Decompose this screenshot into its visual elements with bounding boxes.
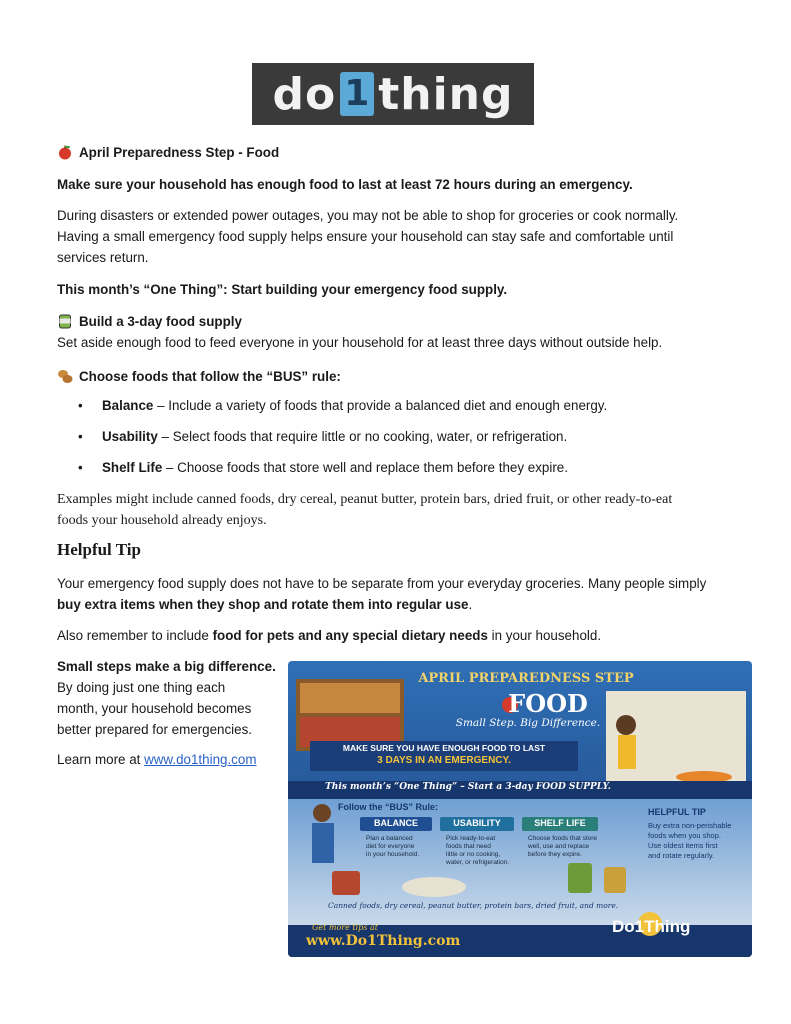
- build-title-text: Build a 3-day food supply: [79, 314, 242, 329]
- man-figure: [313, 804, 331, 822]
- logo-text-thing: thing: [378, 68, 514, 120]
- intro-line-3: services return.: [57, 250, 149, 265]
- learn-pre: Learn more at: [57, 752, 145, 767]
- tip-bold: buy extra items when they shop and rotate them into regular use: [57, 597, 469, 612]
- do1thing-logo: [252, 63, 534, 125]
- bus-item-balance: [102, 398, 607, 413]
- tip-line: Use oldest items first: [648, 841, 718, 850]
- poster-follow-bus: Follow the “BUS” Rule:: [338, 802, 438, 812]
- bus-item-shelf-life: [102, 460, 568, 475]
- helpful-tip-heading: Helpful Tip: [57, 540, 141, 559]
- poster-brand: Do1Thing: [612, 917, 691, 936]
- bus-desc: – Select foods that require little or no cooking, water, or refrigeration.: [157, 429, 568, 444]
- one-thing-statement: This month’s “One Thing”: Start building your emergency food supply.: [57, 282, 508, 297]
- col-line: before they expire.: [528, 851, 582, 858]
- canned-food: [568, 863, 592, 893]
- poster-caption: Canned foods, dry cereal, peanut butter, protein bars, dried fruit, and more.: [328, 901, 619, 910]
- food-plate: [402, 877, 466, 897]
- build-text: Set aside enough food to feed everyone in your household for at least three days without outside help.: [57, 335, 663, 350]
- learn-more: [57, 749, 256, 770]
- bus-term: Balance: [102, 398, 154, 413]
- small-steps-title: Small steps make a big difference.: [57, 659, 276, 674]
- balance-col-text: [366, 835, 419, 859]
- man-shirt: [312, 823, 334, 863]
- poster-get-more: Get more tips at: [312, 923, 378, 932]
- remember-pre: Also remember to include: [57, 628, 213, 643]
- step-title-text: April Preparedness Step - Food: [79, 145, 280, 160]
- bus-term: Shelf Life: [102, 460, 163, 475]
- col-line: little or no cooking,: [446, 851, 501, 858]
- bullet-dot: •: [78, 460, 83, 475]
- bus-title-text: Choose foods that follow the “BUS” rule:: [79, 369, 341, 384]
- potato-icon: [57, 368, 73, 384]
- intro-line-1: During disasters or extended power outages, you may not be able to shop for groceries or cook normally.: [57, 208, 679, 223]
- build-title: [57, 311, 242, 332]
- usability-col-text: [446, 835, 509, 867]
- remember-line: [57, 625, 601, 646]
- poster-banner-line-2: 3 DAYS IN AN EMERGENCY.: [377, 755, 511, 766]
- balance-col-title: BALANCE: [374, 818, 418, 828]
- poster-tip-text: [648, 821, 731, 861]
- small-steps-line-1: By doing just one thing each: [57, 680, 226, 695]
- bullet-dot: •: [78, 429, 83, 444]
- poster-title-main: FOOD: [508, 689, 588, 718]
- col-line: well, use and replace: [528, 843, 590, 850]
- april-food-poster: [288, 661, 752, 957]
- bus-item-usability: [102, 429, 567, 444]
- small-steps-line-3: better prepared for emergencies.: [57, 722, 253, 737]
- bus-term: Usability: [102, 429, 158, 444]
- tip-line-1: Your emergency food supply does not have to be separate from your everyday groceries. Many people simply: [57, 576, 707, 591]
- bus-title: [57, 366, 341, 387]
- col-line: water, or refrigeration.: [446, 859, 510, 866]
- remember-post: in your household.: [487, 628, 602, 643]
- step-title: [57, 142, 279, 163]
- can-icon: [57, 313, 73, 329]
- examples-line-1: Examples might include canned foods, dry cereal, peanut butter, protein bars, dried fruit, or other ready-to-eat: [57, 492, 673, 507]
- poster-url: www.Do1Thing.com: [306, 933, 461, 949]
- poster-one-thing: This month’s “One Thing” – Start a 3-day FOOD SUPPLY.: [325, 782, 611, 792]
- tip-end: .: [468, 597, 473, 612]
- tip-line: foods when you shop.: [648, 831, 721, 840]
- canned-food: [604, 867, 626, 893]
- bus-desc: – Include a variety of foods that provide a balanced diet and enough energy.: [153, 398, 608, 413]
- col-line: Plan a balanced: [366, 835, 413, 842]
- col-line: in your household.: [366, 851, 420, 858]
- col-line: Choose foods that store: [528, 835, 598, 842]
- canned-food: [332, 871, 360, 895]
- small-steps-line-2: month, your household becomes: [57, 701, 252, 716]
- shelf-life-col-title: SHELF LIFE: [534, 818, 586, 828]
- person-figure: [616, 715, 636, 735]
- shelf-items-top: [300, 683, 400, 713]
- col-line: diet for everyone: [366, 843, 415, 850]
- col-line: foods that need: [446, 843, 491, 850]
- remember-bold: food for pets and any special dietary needs: [212, 628, 488, 643]
- person-shirt: [618, 735, 636, 769]
- headline: Make sure your household has enough food to last at least 72 hours during an emergency.: [57, 177, 633, 192]
- col-line: Pick ready-to-eat: [446, 835, 496, 842]
- tip-line-2: [57, 594, 472, 615]
- poster-subtitle: Small Step. Big Difference.: [455, 717, 601, 729]
- shelf-life-col-text: [528, 835, 597, 859]
- apple-icon: [57, 144, 73, 160]
- logo-text-do: do: [272, 68, 337, 120]
- examples-line-2: foods your household already enjoys.: [57, 513, 267, 528]
- logo-one-block: 1: [340, 72, 374, 116]
- do1thing-link[interactable]: www.do1thing.com: [144, 752, 257, 767]
- tip-line: and rotate regularly.: [648, 851, 715, 860]
- tip-line: Buy extra non-perishable: [648, 821, 732, 830]
- bullet-dot: •: [78, 398, 83, 413]
- poster-banner-line-1: MAKE SURE YOU HAVE ENOUGH FOOD TO LAST: [342, 743, 546, 753]
- intro-line-2: Having a small emergency food supply helps ensure your household can stay safe and comfortable until: [57, 229, 674, 244]
- poster-title-top: APRIL PREPAREDNESS STEP: [418, 671, 634, 686]
- poster-tip-title: HELPFUL TIP: [648, 807, 706, 817]
- usability-col-title: USABILITY: [453, 818, 501, 828]
- bus-desc: – Choose foods that store well and replace them before they expire.: [162, 460, 568, 475]
